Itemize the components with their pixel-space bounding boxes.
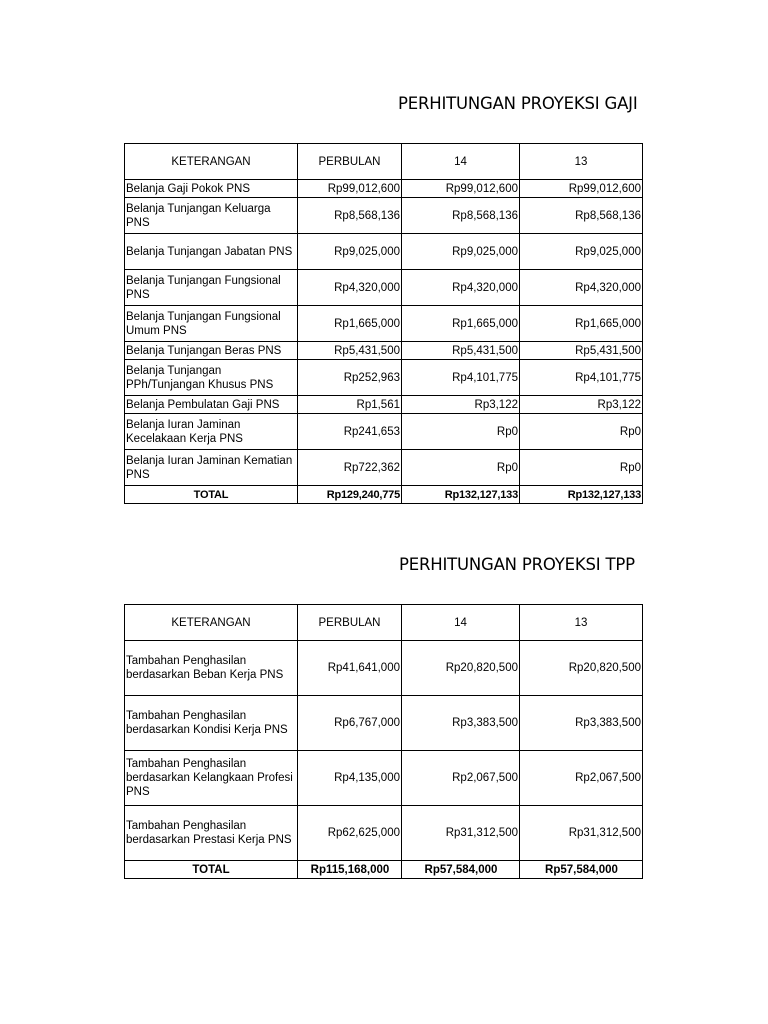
table-row	[125, 751, 643, 806]
cell-13: Rp4,320,000	[520, 270, 643, 306]
row-label: Belanja Tunjangan Fungsional Umum PNS	[125, 306, 298, 342]
cell-14: Rp20,820,500	[402, 641, 520, 696]
cell-perbulan: Rp722,362	[298, 450, 402, 486]
cell-13: Rp2,067,500	[520, 751, 643, 806]
row-label: Belanja Gaji Pokok PNS	[125, 180, 298, 198]
total-row	[125, 486, 643, 504]
table-row	[125, 270, 643, 306]
cell-14: Rp9,025,000	[402, 234, 520, 270]
cell-13: Rp0	[520, 414, 643, 450]
cell-14: Rp4,320,000	[402, 270, 520, 306]
cell-perbulan: Rp6,767,000	[298, 696, 402, 751]
row-label: Belanja Tunjangan PPh/Tunjangan Khusus PNS	[125, 360, 298, 396]
cell-perbulan: Rp9,025,000	[298, 234, 402, 270]
cell-13: Rp5,431,500	[520, 342, 643, 360]
cell-14: Rp31,312,500	[402, 806, 520, 861]
row-label: Belanja Tunjangan Keluarga PNS	[125, 198, 298, 234]
total-14: Rp57,584,000	[402, 861, 520, 879]
header-perbulan: PERBULAN	[298, 605, 402, 641]
row-label: Belanja Pembulatan Gaji PNS	[125, 396, 298, 414]
cell-13: Rp9,025,000	[520, 234, 643, 270]
cell-14: Rp2,067,500	[402, 751, 520, 806]
cell-perbulan: Rp1,665,000	[298, 306, 402, 342]
cell-13: Rp3,122	[520, 396, 643, 414]
gaji-table	[124, 143, 643, 504]
cell-14: Rp5,431,500	[402, 342, 520, 360]
cell-13: Rp31,312,500	[520, 806, 643, 861]
cell-perbulan: Rp1,561	[298, 396, 402, 414]
header-keterangan: KETERANGAN	[125, 605, 298, 641]
row-label: Belanja Iuran Jaminan Kematian PNS	[125, 450, 298, 486]
cell-perbulan: Rp99,012,600	[298, 180, 402, 198]
table-row	[125, 396, 643, 414]
table-header-row	[125, 605, 643, 641]
cell-13: Rp0	[520, 450, 643, 486]
row-label: Tambahan Penghasilan berdasarkan Kondisi Kerja PNS	[125, 696, 298, 751]
cell-14: Rp99,012,600	[402, 180, 520, 198]
table-header-row	[125, 144, 643, 180]
row-label: Belanja Tunjangan Fungsional PNS	[125, 270, 298, 306]
cell-14: Rp4,101,775	[402, 360, 520, 396]
cell-13: Rp3,383,500	[520, 696, 643, 751]
cell-perbulan: Rp41,641,000	[298, 641, 402, 696]
total-label: TOTAL	[125, 861, 298, 879]
header-13: 13	[520, 605, 643, 641]
table-row	[125, 342, 643, 360]
table-row	[125, 234, 643, 270]
row-label: Tambahan Penghasilan berdasarkan Prestasi Kerja PNS	[125, 806, 298, 861]
row-label: Belanja Tunjangan Beras PNS	[125, 342, 298, 360]
table-row	[125, 180, 643, 198]
tpp-table	[124, 604, 643, 879]
cell-14: Rp8,568,136	[402, 198, 520, 234]
cell-perbulan: Rp252,963	[298, 360, 402, 396]
row-label: Tambahan Penghasilan berdasarkan Kelangkaan Profesi PNS	[125, 751, 298, 806]
row-label: Belanja Tunjangan Jabatan PNS	[125, 234, 298, 270]
table-row	[125, 306, 643, 342]
table-row	[125, 696, 643, 751]
cell-14: Rp1,665,000	[402, 306, 520, 342]
header-14: 14	[402, 144, 520, 180]
gaji-title: PERHITUNGAN PROYEKSI GAJI	[398, 94, 638, 113]
header-perbulan: PERBULAN	[298, 144, 402, 180]
cell-perbulan: Rp4,320,000	[298, 270, 402, 306]
row-label: Tambahan Penghasilan berdasarkan Beban Kerja PNS	[125, 641, 298, 696]
total-14: Rp132,127,133	[402, 486, 520, 504]
cell-perbulan: Rp62,625,000	[298, 806, 402, 861]
table-row	[125, 360, 643, 396]
table-row	[125, 641, 643, 696]
table-row	[125, 414, 643, 450]
cell-13: Rp4,101,775	[520, 360, 643, 396]
cell-13: Rp20,820,500	[520, 641, 643, 696]
total-13: Rp57,584,000	[520, 861, 643, 879]
tpp-title: PERHITUNGAN PROYEKSI TPP	[399, 555, 635, 574]
total-13: Rp132,127,133	[520, 486, 643, 504]
cell-14: Rp0	[402, 450, 520, 486]
table-row	[125, 198, 643, 234]
table-row	[125, 806, 643, 861]
cell-14: Rp0	[402, 414, 520, 450]
cell-13: Rp99,012,600	[520, 180, 643, 198]
total-perbulan: Rp115,168,000	[298, 861, 402, 879]
row-label: Belanja Iuran Jaminan Kecelakaan Kerja PNS	[125, 414, 298, 450]
total-row	[125, 861, 643, 879]
cell-perbulan: Rp8,568,136	[298, 198, 402, 234]
header-14: 14	[402, 605, 520, 641]
cell-perbulan: Rp5,431,500	[298, 342, 402, 360]
cell-13: Rp8,568,136	[520, 198, 643, 234]
cell-14: Rp3,383,500	[402, 696, 520, 751]
table-row	[125, 450, 643, 486]
cell-13: Rp1,665,000	[520, 306, 643, 342]
cell-perbulan: Rp241,653	[298, 414, 402, 450]
header-keterangan: KETERANGAN	[125, 144, 298, 180]
total-perbulan: Rp129,240,775	[298, 486, 402, 504]
cell-14: Rp3,122	[402, 396, 520, 414]
header-13: 13	[520, 144, 643, 180]
total-label: TOTAL	[125, 486, 298, 504]
cell-perbulan: Rp4,135,000	[298, 751, 402, 806]
